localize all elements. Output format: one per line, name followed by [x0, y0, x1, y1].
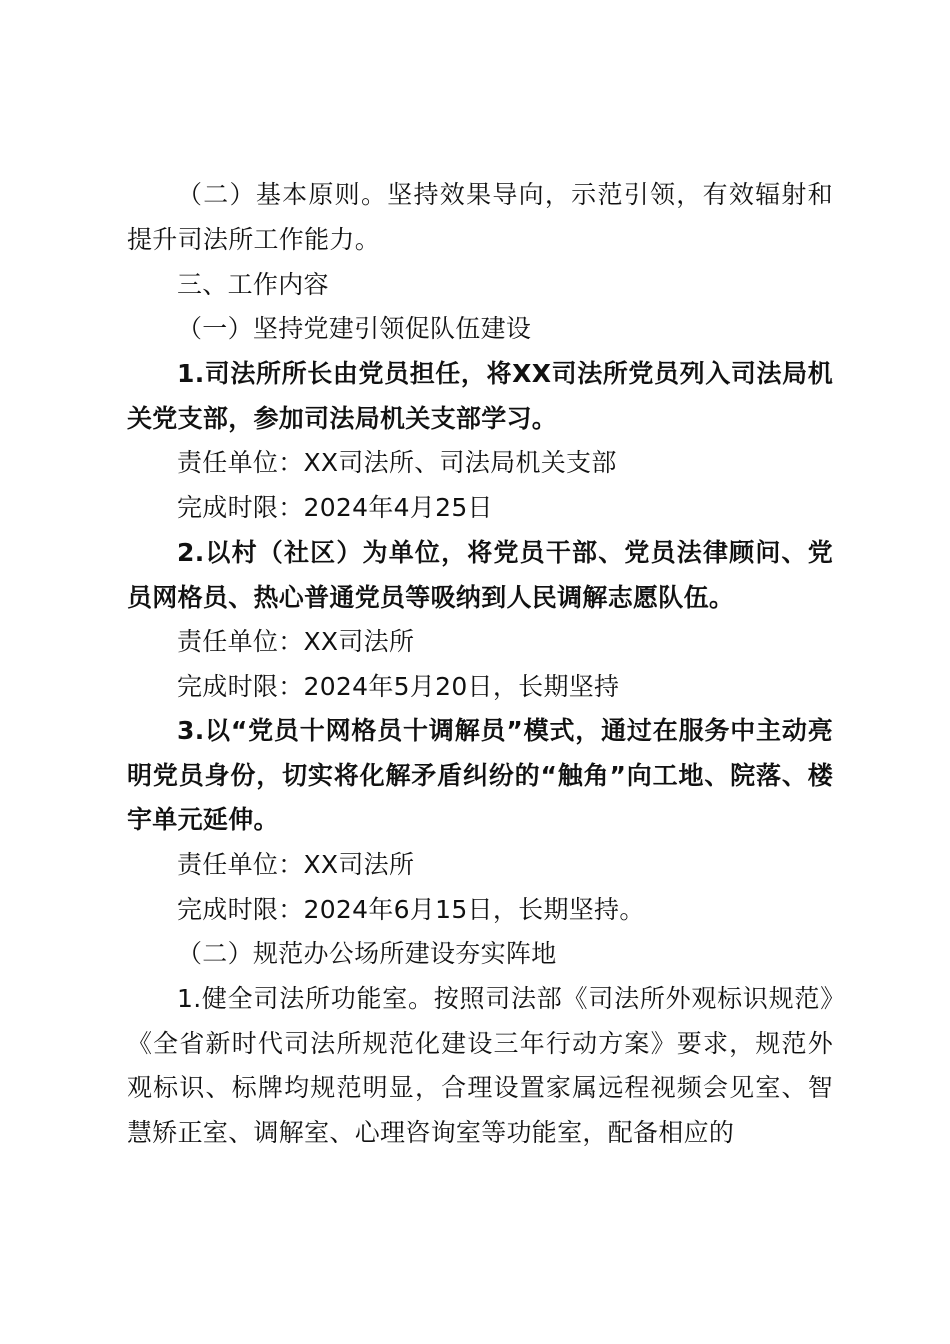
item-1-responsible-unit: 责任单位：XX司法所、司法局机关支部 — [177, 448, 617, 477]
item-4-paragraph: 1.健全司法所功能室。按照司法部《司法所外观标识规范》《全省新时代司法所规范化建设三年行动方案》要求，规范外观标识、标牌均规范明显，合理设置家属远程视频会见室、智慧矫正室、调解室、心理咨询室等功能室，配备相应的 — [127, 984, 833, 1148]
item-1-deadline: 完成时限：2024年4月25日 — [177, 493, 493, 522]
item-2-paragraph: 2.以村（社区）为单位，将党员干部、党员法律顾问、党员网格员、热心普通党员等吸纳到人民调解志愿队伍。 — [127, 538, 833, 612]
principle-paragraph: （二）基本原则。坚持效果导向，示范引领，有效辐射和提升司法所工作能力。 — [127, 180, 833, 254]
item-3-responsible-unit: 责任单位：XX司法所 — [177, 850, 415, 879]
item-2-deadline: 完成时限：2024年5月20日，长期坚持 — [177, 672, 620, 701]
item-2-responsible-unit: 责任单位：XX司法所 — [177, 627, 415, 656]
item-3-deadline: 完成时限：2024年6月15日，长期坚持。 — [177, 895, 645, 924]
subsection-heading-office-facilities: （二）规范办公场所建设夯实阵地 — [177, 939, 557, 968]
item-1-paragraph: 1.司法所所长由党员担任，将XX司法所党员列入司法局机关党支部，参加司法局机关支部学习。 — [127, 359, 833, 433]
item-3-paragraph: 3.以“党员十网格员十调解员”模式，通过在服务中主动亮明党员身份，切实将化解矛盾纠纷的“触角”向工地、院落、楼宇单元延伸。 — [127, 716, 833, 835]
section-heading-work-content: 三、工作内容 — [177, 270, 329, 299]
subsection-heading-party-building: （一）坚持党建引领促队伍建设 — [177, 314, 532, 343]
